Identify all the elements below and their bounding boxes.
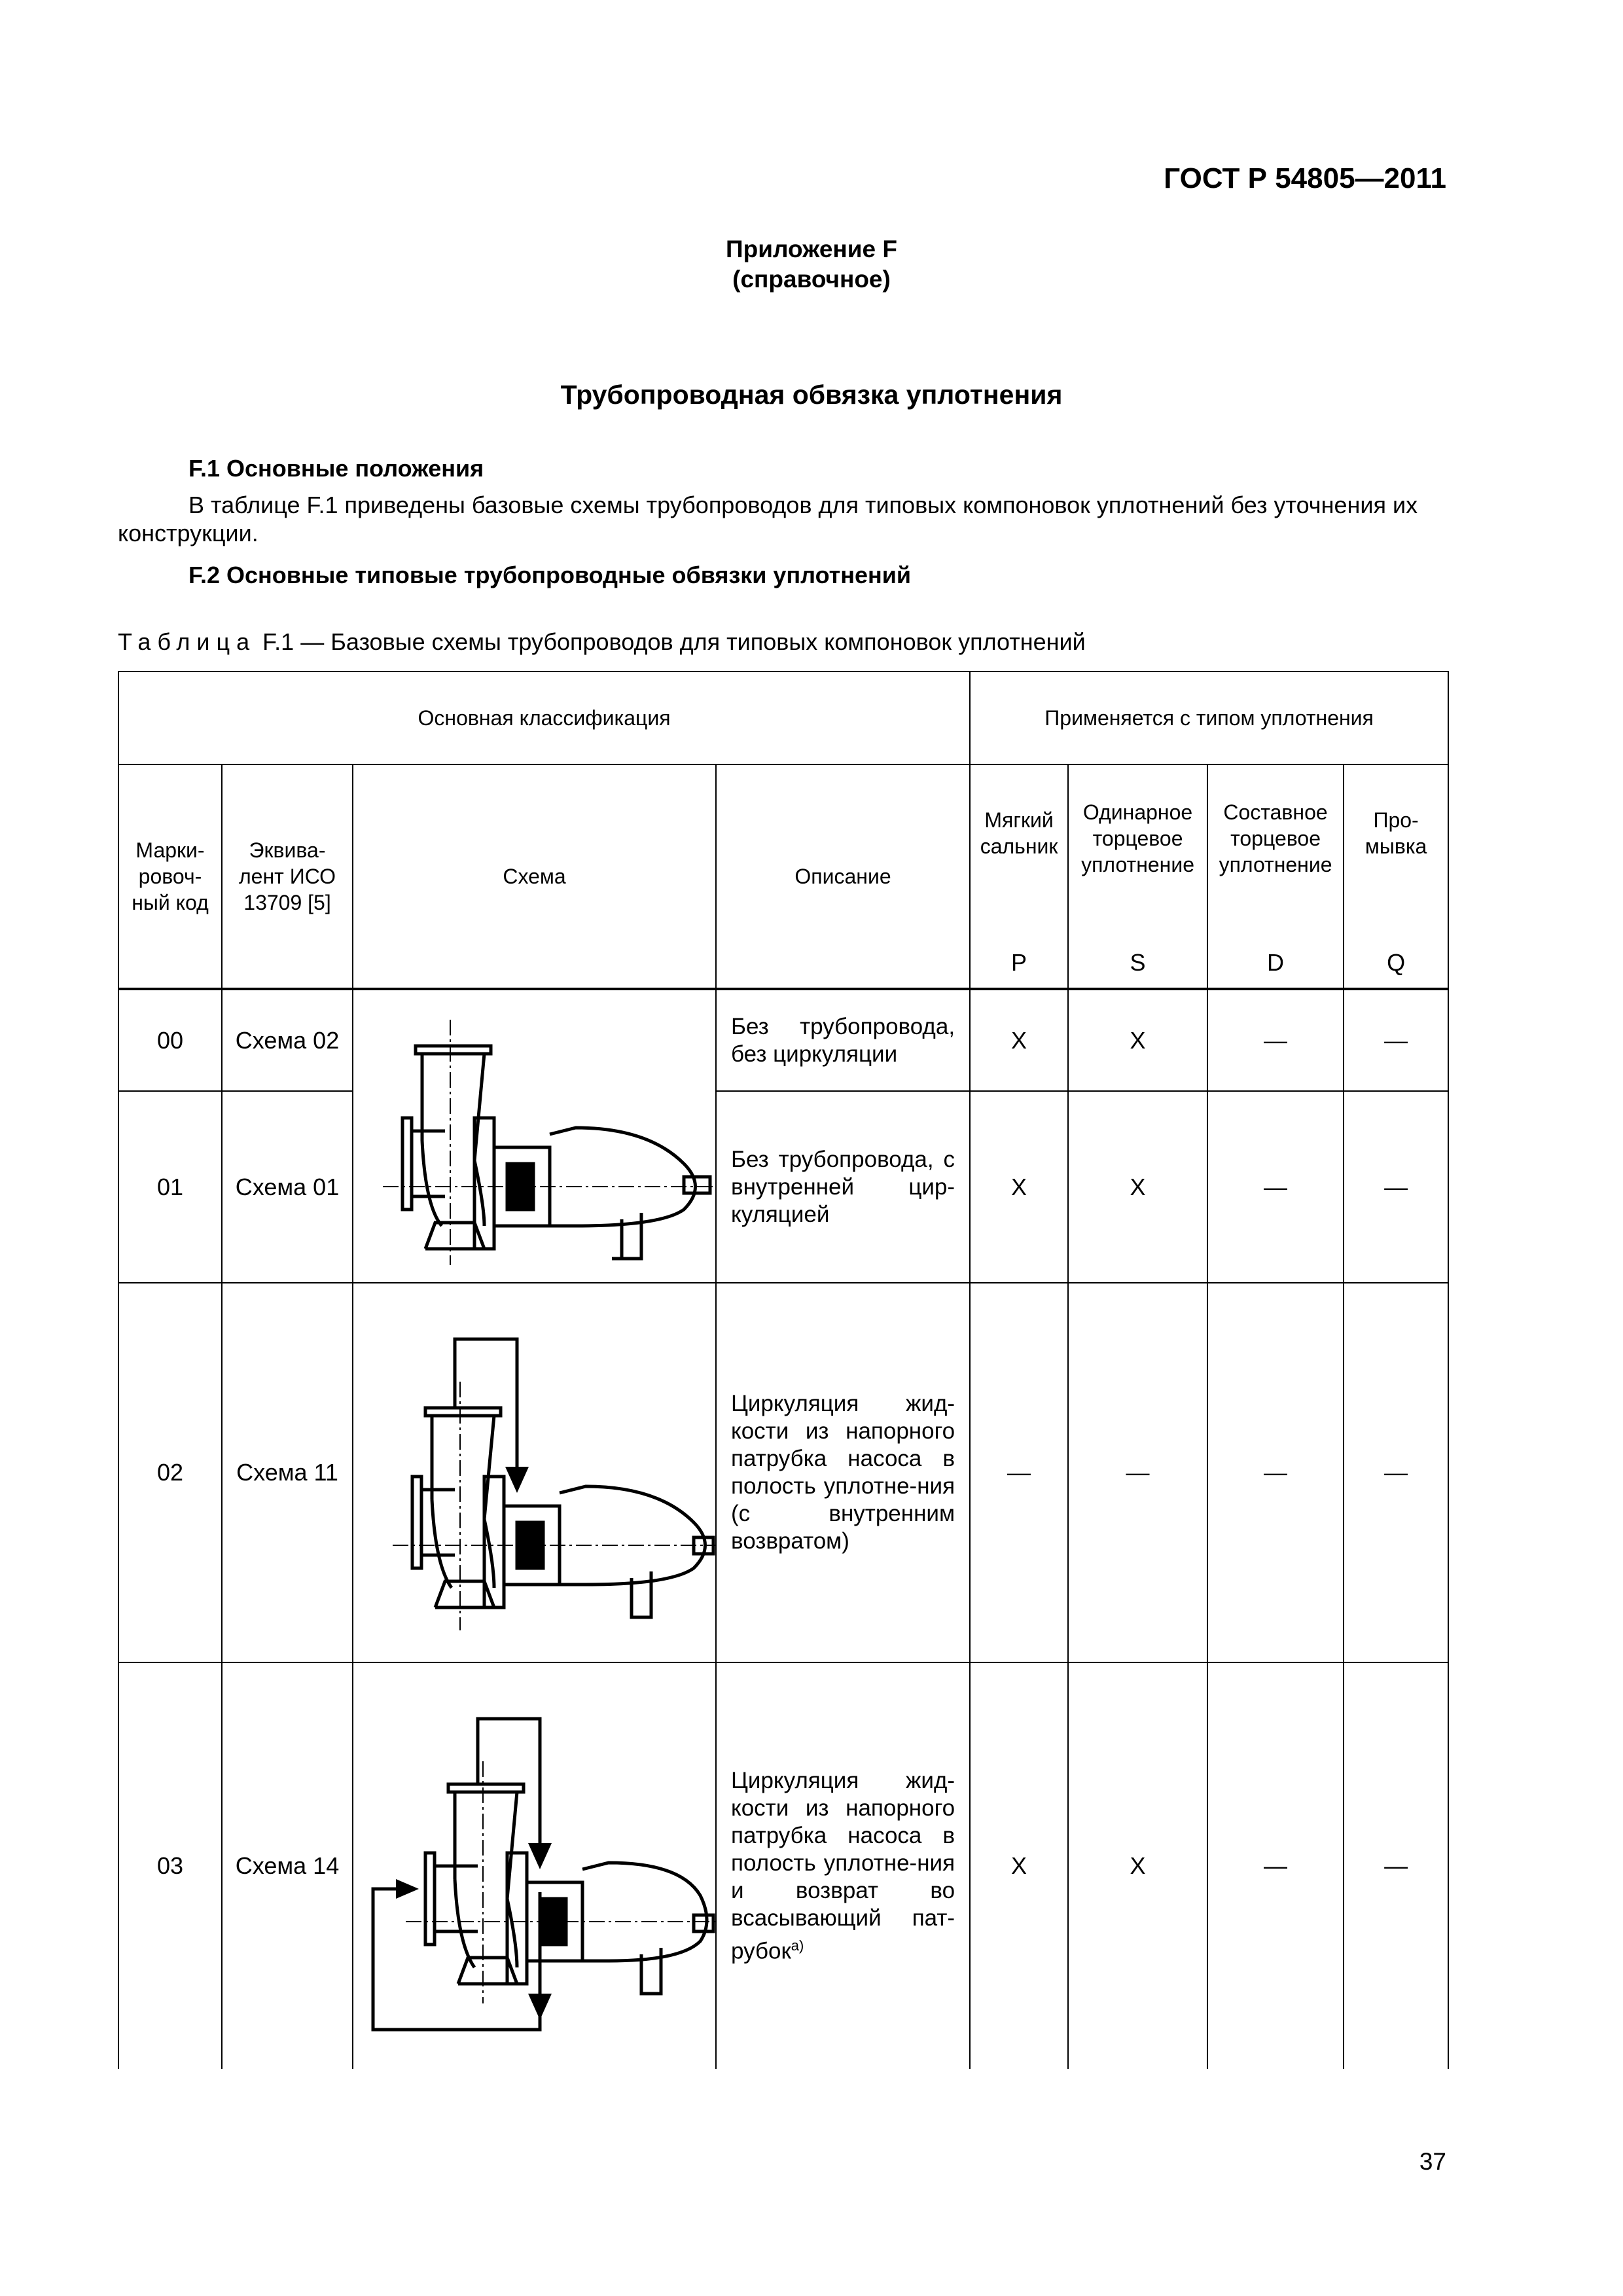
col-code: Марки-ровоч-ный код (118, 764, 222, 989)
table-row (118, 1662, 1448, 2069)
col-single (1068, 764, 1207, 989)
schema-cell-00-01 (353, 989, 716, 1283)
row-description: Без трубопровода, с внутренней цир-куляцией (716, 1091, 970, 1283)
row-d: — (1207, 989, 1344, 1091)
row-q: — (1344, 1091, 1448, 1283)
row-code: 01 (118, 1091, 222, 1283)
schema-cell-02 (353, 1283, 716, 1662)
row-d: — (1207, 1662, 1344, 2069)
schemes-table (118, 671, 1449, 2069)
annex-label: Приложение F (726, 236, 897, 262)
table-caption-text: F.1 — Базовые схемы трубопроводов для типовых компоновок уплотнений (262, 628, 1086, 655)
row-p: X (970, 1091, 1068, 1283)
row-s: X (1068, 989, 1207, 1091)
table-caption (118, 628, 1086, 656)
page-number: 37 (1419, 2148, 1446, 2175)
row-code: 00 (118, 989, 222, 1091)
col-single-label: Одинарное торцевое уплотнение (1081, 800, 1194, 876)
pump-diagram-plan-11 (353, 1283, 717, 1662)
col-composite-code: D (1267, 949, 1285, 976)
row-s: X (1068, 1662, 1207, 2069)
row-code: 02 (118, 1283, 222, 1662)
annex-title (0, 234, 1623, 295)
row-q: — (1344, 989, 1448, 1091)
section-paragraph-f1 (118, 491, 1446, 547)
pump-diagram-plan-14 (353, 1663, 717, 2069)
row-iso: Схема 14 (222, 1662, 353, 2069)
col-description: Описание (716, 764, 970, 989)
standard-designation: ГОСТ Р 54805—2011 (1164, 162, 1446, 194)
col-soft (970, 764, 1068, 989)
footnote-mark: а) (791, 1937, 804, 1954)
row-s: — (1068, 1283, 1207, 1662)
table-row (118, 1283, 1448, 1662)
col-single-code: S (1130, 949, 1146, 976)
row-q: — (1344, 1662, 1448, 2069)
paragraph-text: В таблице F.1 приведены базовые схемы трубопроводов для типовых компоновок уплотнений без уточнения их конструкции. (118, 492, 1418, 547)
row-s: X (1068, 1091, 1207, 1283)
row-iso: Схема 11 (222, 1283, 353, 1662)
row-p: X (970, 989, 1068, 1091)
row-description: Без трубопровода, без циркуляции (716, 989, 970, 1091)
table-row (118, 1091, 1448, 1283)
row-iso: Схема 01 (222, 1091, 353, 1283)
header-seal-type: Применяется с типом уплотнения (970, 672, 1448, 764)
section-heading-f2: F.2 Основные типовые трубопроводные обвязки уплотнений (188, 562, 912, 588)
col-schema: Схема (353, 764, 716, 989)
row-iso: Схема 02 (222, 989, 353, 1091)
header-classification: Основная классификация (118, 672, 970, 764)
col-iso: Эквива-лент ИСО 13709 [5] (222, 764, 353, 989)
row-d: — (1207, 1283, 1344, 1662)
row-description (716, 1662, 970, 2069)
page-title: Трубопроводная обвязка уплотнения (560, 380, 1063, 410)
row-q: — (1344, 1283, 1448, 1662)
row-p: X (970, 1662, 1068, 2069)
schema-cell-03 (353, 1662, 716, 2069)
col-flush-code: Q (1387, 949, 1406, 976)
pump-diagram-no-piping (353, 990, 717, 1282)
annex-status: (справочное) (732, 266, 891, 293)
col-flush-label: Про-мывка (1364, 808, 1427, 858)
col-flush (1344, 764, 1448, 989)
col-soft-code: P (1011, 949, 1027, 976)
table-caption-prefix: Таблица (118, 628, 257, 655)
table-row (118, 989, 1448, 1091)
col-composite-label: Составное торцевое уплотнение (1219, 800, 1332, 876)
col-composite (1207, 764, 1344, 989)
row-description: Циркуляция жид-кости из напорного патрубка насоса в полость уплотне-ния (с внутренним возвратом) (716, 1283, 970, 1662)
row-description-text: Циркуляция жид-кости из напорного патрубка насоса в полость уплотне-ния и возврат во всасывающий пат-рубок (731, 1767, 955, 1964)
row-code: 03 (118, 1662, 222, 2069)
row-d: — (1207, 1091, 1344, 1283)
row-p: — (970, 1283, 1068, 1662)
col-soft-label: Мягкий сальник (980, 808, 1058, 858)
section-heading-f1: F.1 Основные положения (188, 455, 484, 482)
